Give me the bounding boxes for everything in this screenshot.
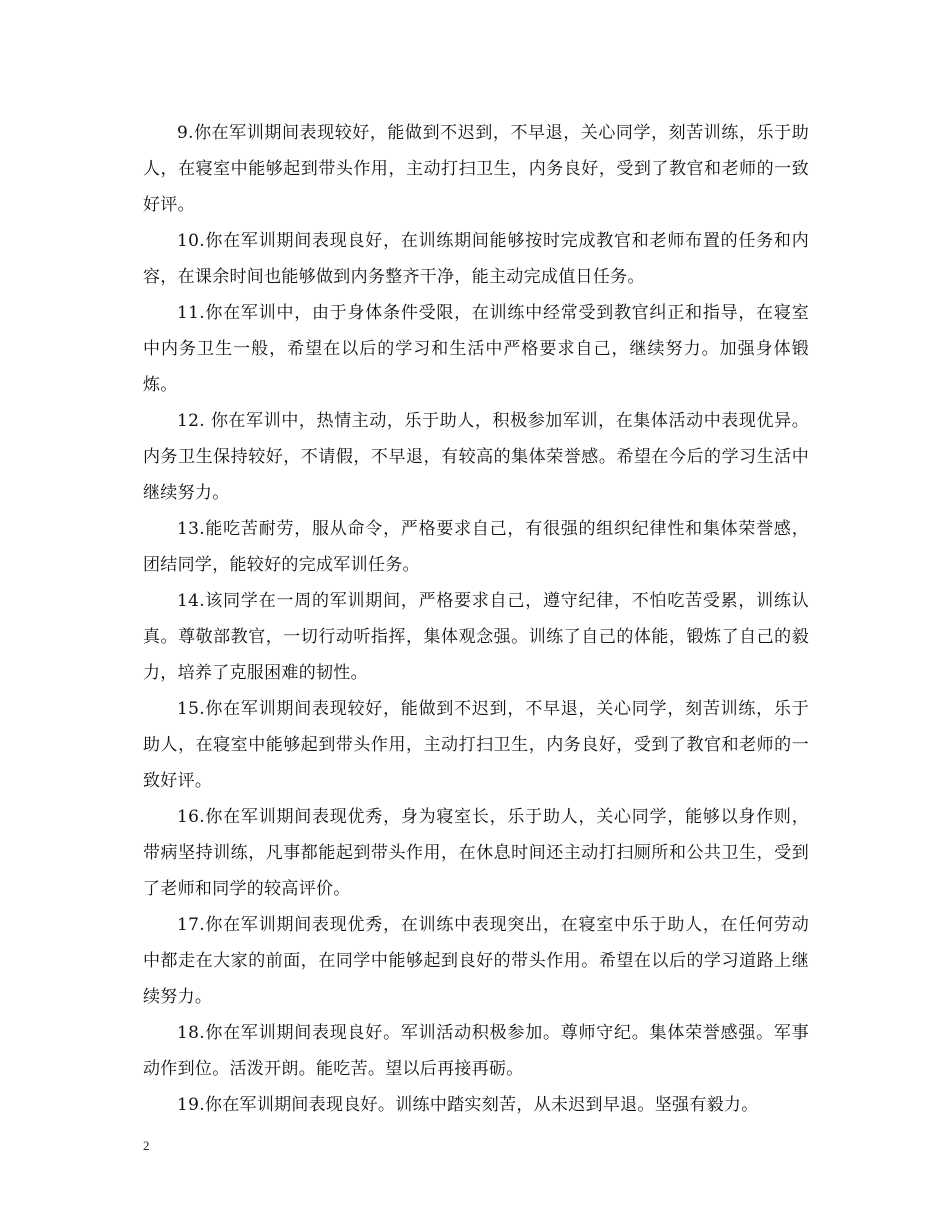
document-body <box>143 115 809 1123</box>
paragraph-16: 16.你在军训期间表现优秀，身为寝室长，乐于助人，关心同学，能够以身作则，带病坚持训练，凡事都能起到带头作用，在休息时间还主动打扫厕所和公共卫生，受到了老师和同学的较高评价。 <box>143 807 809 899</box>
paragraph-10: 10.你在军训期间表现良好，在训练期间能够按时完成教官和老师布置的任务和内容，在课余时间也能够做到内务整齐干净，能主动完成值日任务。 <box>143 231 809 287</box>
paragraph-12: 12. 你在军训中，热情主动，乐于助人，积极参加军训，在集体活动中表现优异。内务卫生保持较好，不请假，不早退，有较高的集体荣誉感。希望在今后的学习生活中继续努力。 <box>143 411 809 503</box>
paragraph-18: 18.你在军训期间表现良好。军训活动积极参加。尊师守纪。集体荣誉感强。军事动作到位。活泼开朗。能吃苦。望以后再接再砺。 <box>143 1023 809 1079</box>
paragraph-9: 9.你在军训期间表现较好，能做到不迟到，不早退，关心同学，刻苦训练，乐于助人，在寝室中能够起到带头作用，主动打扫卫生，内务良好，受到了教官和老师的一致好评。 <box>143 123 809 215</box>
page-number: 2 <box>143 1138 150 1153</box>
paragraph-13: 13.能吃苦耐劳，服从命令，严格要求自己，有很强的组织纪律性和集体荣誉感，团结同学，能较好的完成军训任务。 <box>143 519 809 575</box>
paragraph-11: 11.你在军训中，由于身体条件受限，在训练中经常受到教官纠正和指导，在寝室中内务卫生一般，希望在以后的学习和生活中严格要求自己，继续努力。加强身体锻炼。 <box>143 303 809 395</box>
paragraph-19: 19.你在军训期间表现良好。训练中踏实刻苦，从未迟到早退。坚强有毅力。 <box>177 1095 759 1115</box>
paragraph-15: 15.你在军训期间表现较好，能做到不迟到，不早退，关心同学，刻苦训练，乐于助人，在寝室中能够起到带头作用，主动打扫卫生，内务良好，受到了教官和老师的一致好评。 <box>143 699 809 791</box>
paragraph-14: 14.该同学在一周的军训期间，严格要求自己，遵守纪律，不怕吃苦受累，训练认真。尊敬部教官，一切行动听指挥，集体观念强。训练了自己的体能，锻炼了自己的毅力，培养了克服困难的韧性。 <box>143 591 809 683</box>
paragraph-17: 17.你在军训期间表现优秀，在训练中表现突出，在寝室中乐于助人，在任何劳动中都走在大家的前面，在同学中能够起到良好的带头作用。希望在以后的学习道路上继续努力。 <box>143 915 809 1007</box>
